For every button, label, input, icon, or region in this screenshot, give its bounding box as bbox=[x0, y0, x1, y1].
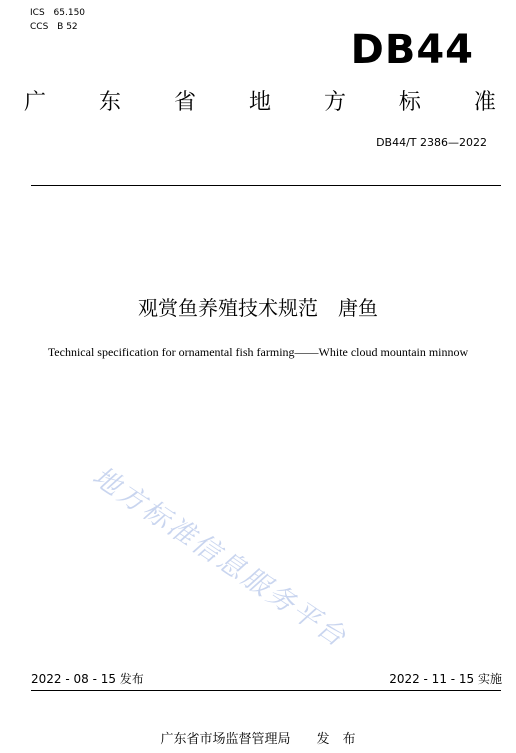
ics-value: 65.150 bbox=[53, 8, 86, 18]
title-char: 广 bbox=[24, 90, 47, 115]
publish-date: 2022 - 08 - 15 发布 bbox=[31, 672, 144, 686]
title-char: 标 bbox=[398, 90, 421, 115]
ccs-label: CCS bbox=[30, 22, 49, 32]
classification-codes bbox=[30, 6, 85, 34]
ccs-value: B 52 bbox=[57, 22, 78, 32]
document-title-zh: 观赏鱼养殖技术规范 唐鱼 bbox=[138, 296, 378, 320]
document-title-en: Technical specification for ornamental fish farming——White cloud mountain minnow bbox=[47, 345, 469, 359]
ccs-line bbox=[30, 20, 85, 34]
title-char: 方 bbox=[323, 90, 346, 115]
title-char: 准 bbox=[473, 90, 496, 115]
ics-line bbox=[30, 6, 85, 20]
issuer: 广东省市场监督管理局 发 布 bbox=[160, 732, 356, 747]
footer-divider bbox=[31, 690, 501, 691]
db44-logo: DB44 bbox=[350, 27, 474, 73]
standard-category-title bbox=[24, 88, 496, 118]
title-char: 地 bbox=[248, 90, 271, 115]
watermark: 地方标准信息服务平台 bbox=[86, 460, 353, 655]
title-char: 省 bbox=[173, 90, 196, 115]
implement-date: 2022 - 11 - 15 实施 bbox=[389, 672, 502, 686]
header-divider bbox=[31, 185, 501, 186]
ics-label: ICS bbox=[30, 8, 45, 18]
title-char: 东 bbox=[98, 90, 121, 115]
standard-code: DB44/T 2386—2022 bbox=[376, 136, 487, 149]
